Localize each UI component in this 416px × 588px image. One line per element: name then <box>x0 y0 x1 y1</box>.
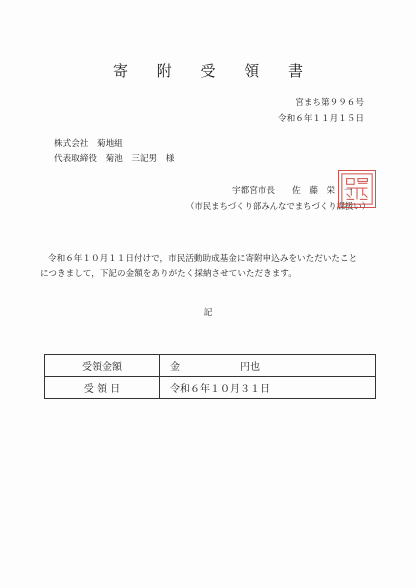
sender-name: 宇都宮市長 佐 藤 栄 一 <box>232 186 353 196</box>
amount-value: 金 円也 <box>160 355 376 377</box>
official-seal <box>338 170 376 208</box>
table-row <box>45 377 376 399</box>
body-line-2: につきまして，下記の金額をありがたく採納させていただきます。 <box>40 269 297 279</box>
recipient-person: 代表取締役 菊池 三記男 様 <box>54 154 175 164</box>
receipt-table <box>44 354 376 399</box>
body-text <box>40 252 380 282</box>
amount-label: 受領金額 <box>45 355 160 377</box>
document-number: 宮まち第９９６号 <box>295 98 364 108</box>
document-title: 寄 附 受 領 書 <box>112 62 316 80</box>
date-label: 受 領 日 <box>45 377 160 399</box>
seal-mark-icon <box>339 171 375 207</box>
recipient-company: 株式会社 菊地組 <box>54 139 123 149</box>
date-value: 令和６年１０月３１日 <box>160 377 376 399</box>
table-row <box>45 355 376 377</box>
sender-department: （市民まちづくり部みんなでまちづくり課扱い） <box>186 201 371 211</box>
document-date: 令和６年１１月１５日 <box>278 114 364 124</box>
body-line-1: 令和６年１０月１１日付けで，市民活動助成基金に寄附申込みをいただいたこと <box>48 254 358 264</box>
ki-heading: 記 <box>203 308 213 318</box>
